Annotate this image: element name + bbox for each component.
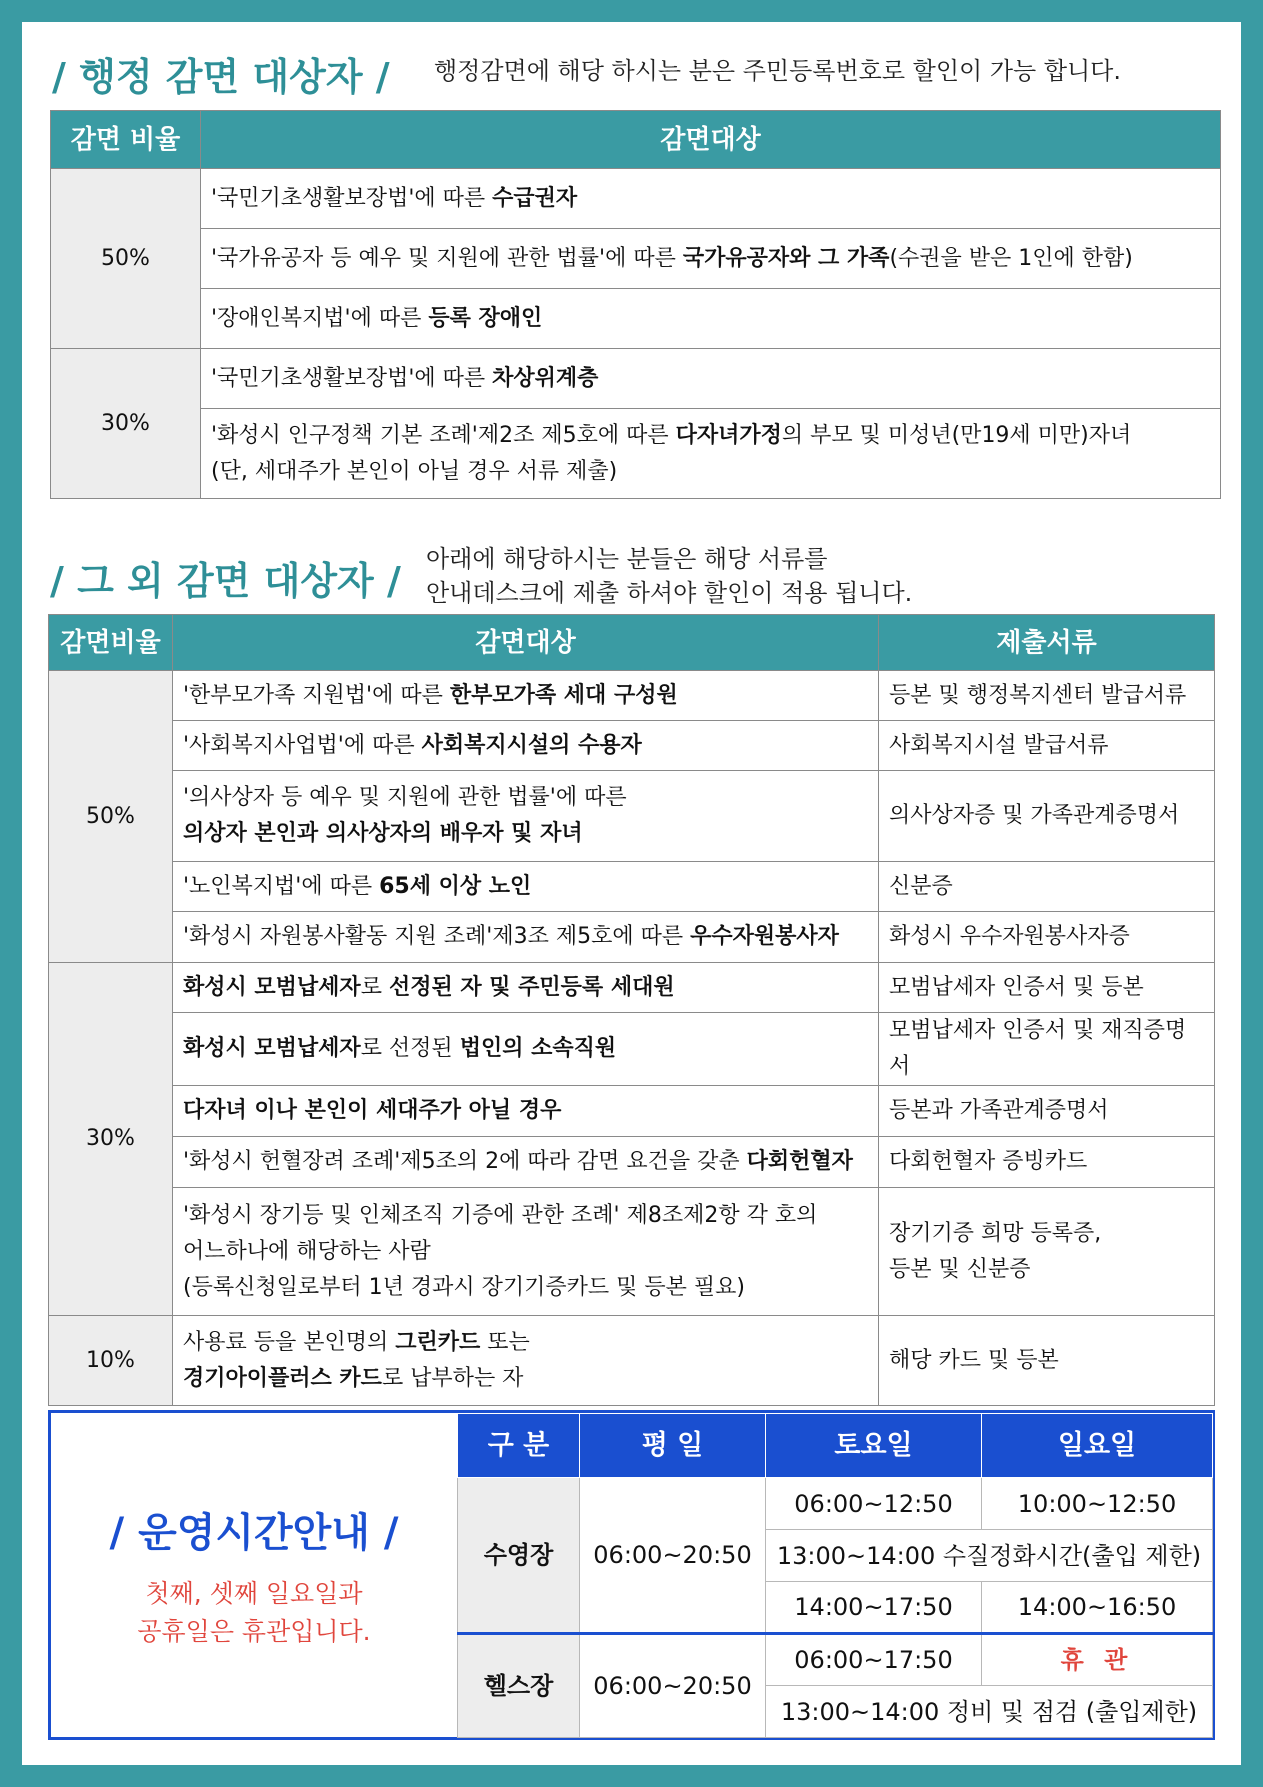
table-row: '사회복지사업법'에 따른 사회복지시설의 수용자 — [173, 721, 879, 771]
hours-box — [48, 1410, 1215, 1740]
pool-sunday-1: 10:00~12:50 — [982, 1478, 1213, 1530]
table-row: '화성시 헌혈장려 조례'제5조의 2에 따라 감면 요건을 갖춘 다회헌혈자 — [173, 1137, 879, 1188]
doc-cell: 화성시 우수자원봉사자증 — [879, 912, 1215, 963]
admin-table — [50, 110, 1221, 499]
hours-header-category: 구 분 — [458, 1414, 580, 1478]
table-row: 화성시 모범납세자로 선정된 자 및 주민등록 세대원 — [173, 963, 879, 1013]
table-row: '장애인복지법'에 따른 등록 장애인 — [201, 289, 1221, 349]
other-header-docs: 제출서류 — [879, 615, 1215, 671]
gym-label: 헬스장 — [458, 1634, 580, 1738]
table-row: '노인복지법'에 따른 65세 이상 노인 — [173, 862, 879, 912]
admin-rate-50: 50% — [51, 169, 201, 349]
hours-header-weekday: 평 일 — [580, 1414, 766, 1478]
other-section-title: / 그 외 감면 대상자 / — [50, 559, 401, 603]
pool-break: 13:00~14:00 수질정화시간(출입 제한) — [766, 1530, 1213, 1582]
other-rate-10: 10% — [49, 1316, 173, 1406]
admin-rate-30: 30% — [51, 349, 201, 499]
table-row: 사용료 등을 본인명의 그린카드 또는 경기아이플러스 카드로 납부하는 자 — [173, 1316, 879, 1406]
other-rate-50: 50% — [49, 671, 173, 963]
pool-saturday-1: 06:00~12:50 — [766, 1478, 982, 1530]
pool-saturday-2: 14:00~17:50 — [766, 1582, 982, 1634]
table-row: '화성시 자원봉사활동 지원 조례'제3조 제5호에 따른 우수자원봉사자 — [173, 912, 879, 963]
doc-cell: 장기기증 희망 등록증, 등본 및 신분증 — [879, 1188, 1215, 1316]
admin-section-title: / 행정 감면 대상자 / — [52, 55, 390, 99]
doc-cell: 신분증 — [879, 862, 1215, 912]
pool-label: 수영장 — [458, 1478, 580, 1634]
doc-cell: 등본과 가족관계증명서 — [879, 1086, 1215, 1137]
gym-weekday: 06:00~20:50 — [580, 1634, 766, 1738]
table-row: '화성시 장기등 및 인체조직 기증에 관한 조례' 제8조제2항 각 호의 어느하나에 해당하는 사람 (등록신청일로부터 1년 경과시 장기기증카드 및 등본 필요) — [173, 1188, 879, 1316]
table-row: '한부모가족 지원법'에 따른 한부모가족 세대 구성원 — [173, 671, 879, 721]
pool-sunday-2: 14:00~16:50 — [982, 1582, 1213, 1634]
gym-break: 13:00~14:00 정비 및 점검 (출입제한) — [766, 1686, 1213, 1738]
doc-cell: 의사상자증 및 가족관계증명서 — [879, 771, 1215, 862]
gym-sunday-closed: 휴 관 — [982, 1634, 1213, 1686]
doc-cell: 모범납세자 인증서 및 재직증명서 — [879, 1013, 1215, 1086]
page — [22, 22, 1241, 1765]
other-table — [48, 614, 1215, 1406]
table-row: '국민기초생활보장법'에 따른 차상위계층 — [201, 349, 1221, 409]
table-row: '의사상자 등 예우 및 지원에 관한 법률'에 따른 의상자 본인과 의사상자의 배우자 및 자녀 — [173, 771, 879, 862]
hours-header-saturday: 토요일 — [766, 1414, 982, 1478]
hours-title: / 운영시간안내 / — [109, 1510, 399, 1556]
hours-header-sunday: 일요일 — [982, 1414, 1213, 1478]
admin-header-rate: 감면 비율 — [51, 111, 201, 169]
hours-info — [51, 1413, 457, 1737]
other-header-rate: 감면비율 — [49, 615, 173, 671]
admin-header-target: 감면대상 — [201, 111, 1221, 169]
table-row: 다자녀 이나 본인이 세대주가 아닐 경우 — [173, 1086, 879, 1137]
admin-section-desc: 행정감면에 해당 하시는 분은 주민등록번호로 할인이 가능 합니다. — [434, 57, 1121, 85]
table-row: '국가유공자 등 예우 및 지원에 관한 법률'에 따른 국가유공자와 그 가족(수권을 받은 1인에 한함) — [201, 229, 1221, 289]
doc-cell: 사회복지시설 발급서류 — [879, 721, 1215, 771]
doc-cell: 모범납세자 인증서 및 등본 — [879, 963, 1215, 1013]
other-header-target: 감면대상 — [173, 615, 879, 671]
hours-note: 첫째, 셋째 일요일과 공휴일은 휴관입니다. — [137, 1579, 371, 1646]
doc-cell: 해당 카드 및 등본 — [879, 1316, 1215, 1406]
table-row: '국민기초생활보장법'에 따른 수급권자 — [201, 169, 1221, 229]
gym-saturday: 06:00~17:50 — [766, 1634, 982, 1686]
other-section-desc: 아래에 해당하시는 분들은 해당 서류를 안내데스크에 제출 하셔야 할인이 적용 됩니다. — [426, 545, 913, 607]
doc-cell: 다회헌혈자 증빙카드 — [879, 1137, 1215, 1188]
table-row: '화성시 인구정책 기본 조례'제2조 제5호에 따른 다자녀가정의 부모 및 미성년(만19세 미만)자녀 (단, 세대주가 본인이 아닐 경우 서류 제출) — [201, 409, 1221, 499]
table-row: 화성시 모범납세자로 선정된 법인의 소속직원 — [173, 1013, 879, 1086]
pool-weekday: 06:00~20:50 — [580, 1478, 766, 1634]
other-rate-30: 30% — [49, 963, 173, 1316]
hours-table — [457, 1413, 1213, 1738]
doc-cell: 등본 및 행정복지센터 발급서류 — [879, 671, 1215, 721]
